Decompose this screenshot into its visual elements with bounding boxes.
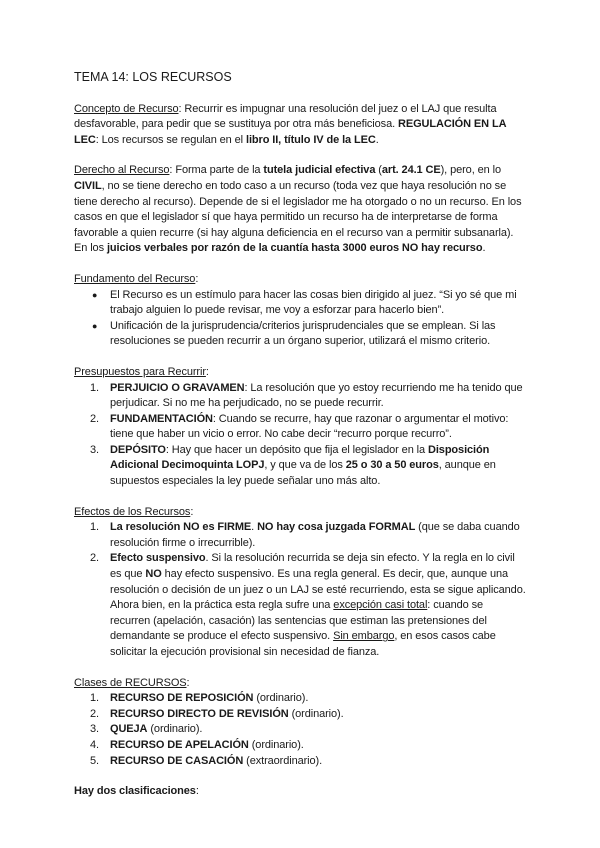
section-clases (74, 676, 526, 770)
list-item: 1. La resolución NO es FIRME. NO hay cosa juzgada FORMAL (que se daba cuando resolución firme o irrecurrible). (90, 521, 520, 549)
section-presupuestos (74, 365, 526, 490)
section-efectos (74, 505, 526, 661)
clases-list (74, 691, 526, 769)
clasificaciones-heading-line: Hay dos clasificaciones: (74, 785, 199, 798)
list-item: 1. RECURSO DE REPOSICIÓN (ordinario). (90, 692, 309, 705)
list-item: 3. DEPÓSITO: Hay que hacer un depósito que fija el legislador en la Disposición Adicional Decimoquinta LOPJ, y que va de los 25 o 30 a 50 euros, aunque en supuestos especiales la ley puede señalar uno más alto. (90, 443, 496, 488)
list-item: 5. RECURSO DE CASACIÓN (extraordinario). (90, 754, 323, 767)
presupuestos-list (74, 381, 526, 490)
list-item: 3. QUEJA (ordinario). (90, 723, 203, 736)
section-clasificaciones (74, 784, 526, 800)
fundamento-heading: Fundamento del Recurso (74, 272, 196, 285)
clasificaciones-heading: Hay dos clasificaciones (74, 785, 196, 798)
derecho-heading: Derecho al Recurso (74, 164, 170, 177)
section-concepto (74, 102, 526, 149)
list-item: 4. RECURSO DE APELACIÓN (ordinario). (90, 738, 304, 751)
list-item: ● Unificación de la jurisprudencia/criterios jurisprudenciales que se emplean. Si las resoluciones se pueden recurrir a un órgano superior, utilizará el mismo criterio. (92, 319, 496, 348)
bullet-icon: ● (92, 289, 98, 300)
list-item: 1. PERJUICIO O GRAVAMEN: La resolución que yo estoy recurriendo me ha tenido que perjudicar. Si no me ha perjudicado, no se puede recurrir. (90, 381, 523, 410)
efectos-heading-line: Efectos de los Recursos: (74, 505, 194, 518)
section-derecho (74, 163, 526, 257)
efectos-heading: Efectos de los Recursos (74, 505, 191, 518)
efectos-list (74, 520, 526, 660)
list-item: 2. RECURSO DIRECTO DE REVISIÓN (ordinario). (90, 707, 344, 720)
derecho-paragraph: Derecho al Recurso: Forma parte de la tutela judicial efectiva (art. 24.1 CE), pero, en lo CIVIL, no se tiene derecho en todo caso a un recurso (toda vez que haya resolución no se tiene derecho al recurso). Depende de si el legislador me ha otorgado o no un recurso. En los casos en que el legislador sí que haya permitido un recurso ha de interpretarse de forma favorable a quien recurre (si hay alguna deficiencia en el recurso van a permitir subsanarla). En los juicios verbales por razón de la cuantía hasta 3000 euros NO hay recurso. (74, 164, 522, 255)
fundamento-list (74, 288, 526, 350)
bullet-icon: ● (92, 320, 98, 331)
list-item: 2. Efecto suspensivo. Si la resolución recurrida se deja sin efecto. Y la regla en lo civil es que NO hay efecto suspensivo. Es una regla general. Es decir, que, aunque una resolución o decisión de un juez o un LAJ se esté recurriendo, esta se sigue aplicando. Ahora bien, en la práctica esta regla sufre una excepción casi total: cuando se recurren (apelación, casación) las sentencias que estiman las pretensiones del demandante se produce el efecto suspensivo. Sin embargo, en esos casos cabe solicitar la ejecución provisional sin necesidad de fianza. (90, 552, 526, 658)
fundamento-heading-line: Fundamento del Recurso: (74, 272, 199, 285)
clases-heading: Clases de RECURSOS (74, 676, 187, 689)
presupuestos-heading: Presupuestos para Recurrir (74, 365, 206, 378)
section-fundamento (74, 272, 526, 350)
concepto-heading: Concepto de Recurso (74, 102, 179, 115)
list-item: 2. FUNDAMENTACIÓN: Cuando se recurre, hay que razonar o argumentar el motivo: tiene que haber un vicio o error. No cabe decir “recurro porque recurro”. (90, 412, 509, 441)
clases-heading-line: Clases de RECURSOS: (74, 676, 190, 689)
presupuestos-heading-line: Presupuestos para Recurrir: (74, 365, 209, 378)
page-title: TEMA 14: LOS RECURSOS (74, 70, 232, 84)
concepto-paragraph: Concepto de Recurso: Recurrir es impugnar una resolución del juez o el LAJ que resulta desfavorable, para pedir que se sustituya por otra más beneficiosa. REGULACIÓN EN LA LEC: Los recursos se regulan en el libro II, título IV de la LEC. (74, 102, 507, 146)
list-item: ● El Recurso es un estímulo para hacer las cosas bien dirigido al juez. “Si yo sé que mi trabajo alguien lo puede revisar, me voy a esforzar para hacerlo bien”. (92, 288, 517, 317)
